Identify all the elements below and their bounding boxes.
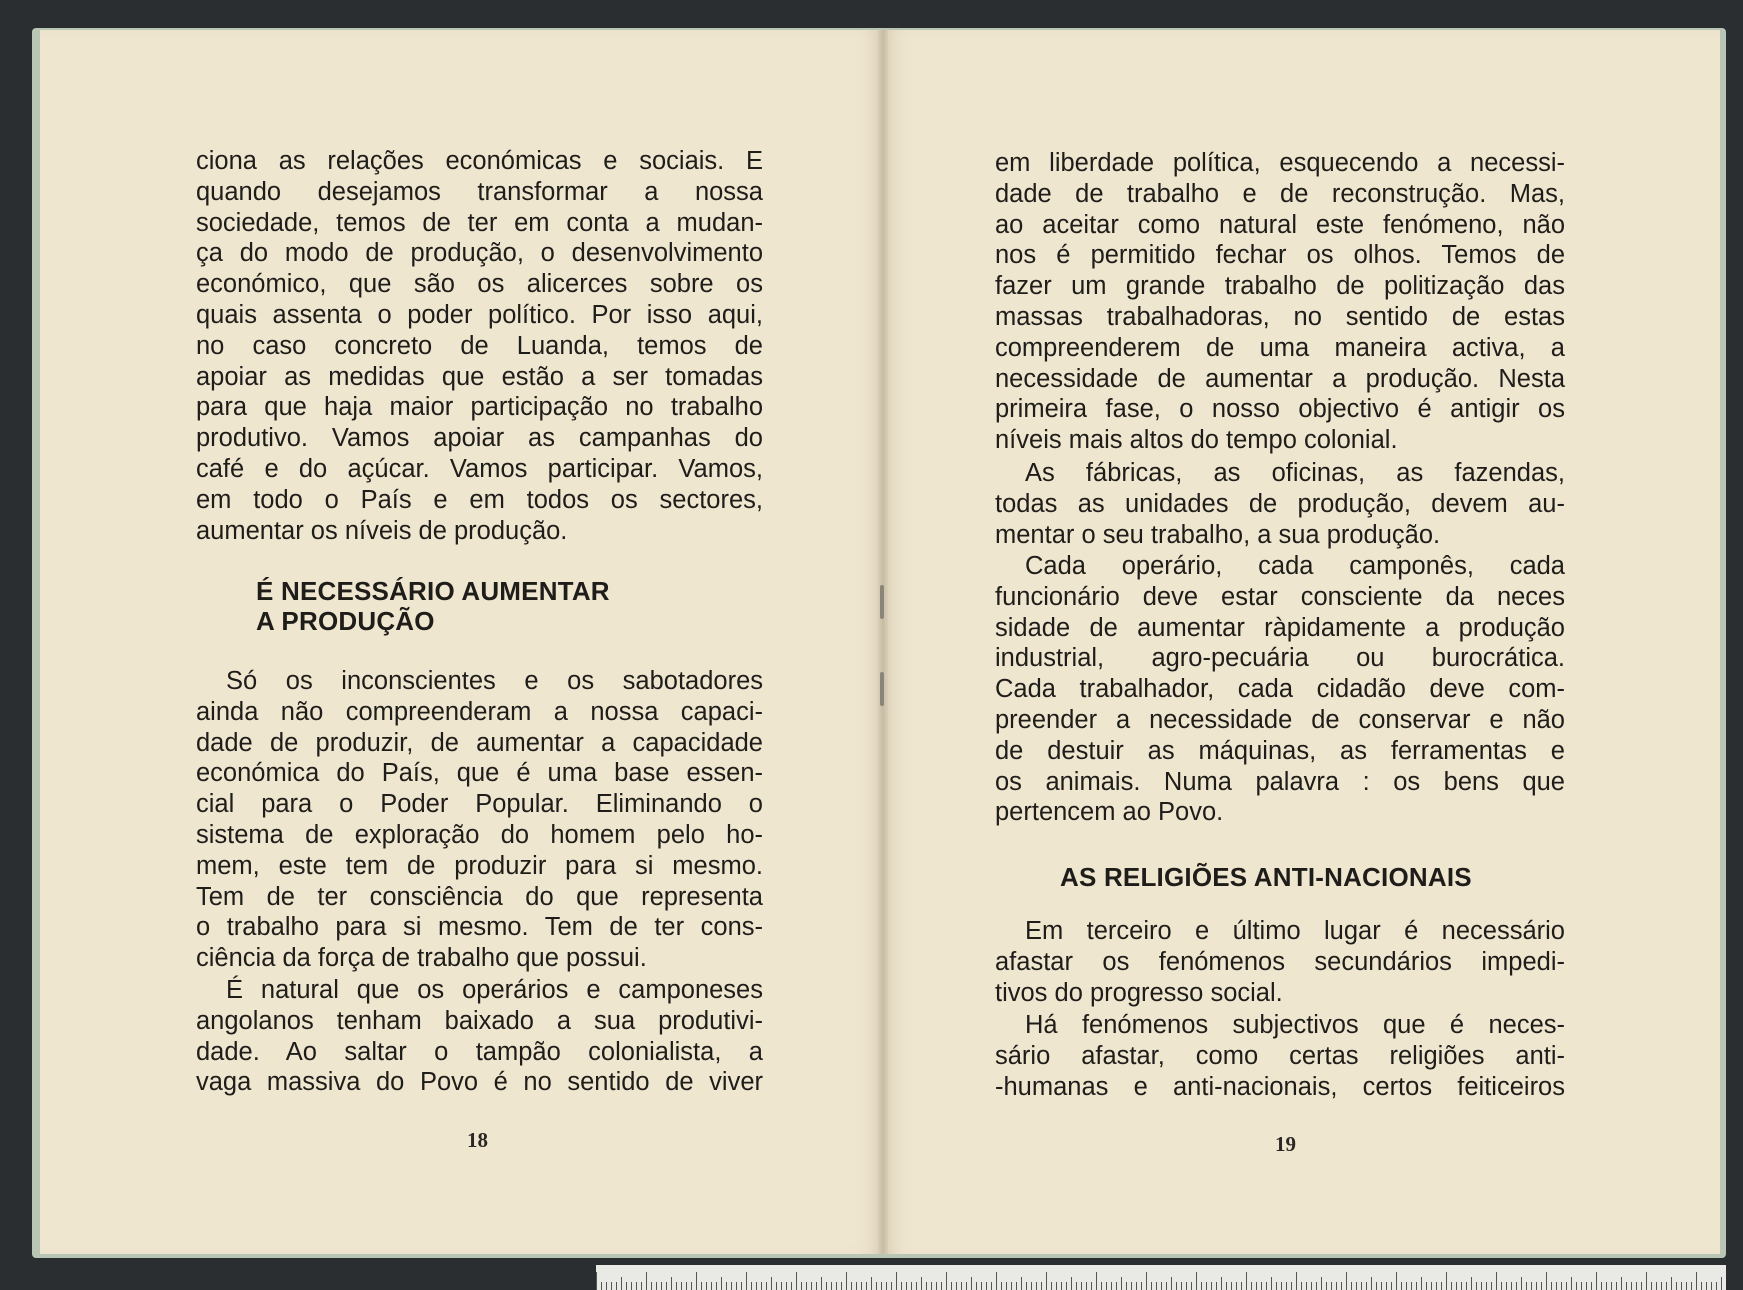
ruler-tick: [1231, 1282, 1232, 1290]
right-paragraph-4: [995, 916, 1565, 1008]
ruler-tick: [1116, 1282, 1117, 1290]
text-line: dade de produzir, de aumentar a capacidade: [196, 728, 763, 757]
left-paragraph-1: [196, 146, 763, 546]
ruler-tick: [1261, 1282, 1262, 1290]
text-line: fazer um grande trabalho de politização das: [995, 272, 1565, 301]
ruler-tick: [726, 1282, 727, 1290]
ruler-tick: [651, 1282, 652, 1290]
ruler-tick: [1256, 1282, 1257, 1290]
ruler-tick: [1441, 1282, 1442, 1290]
ruler-tick: [1386, 1282, 1387, 1290]
text-line: tivos do progresso social.: [995, 978, 1283, 1007]
ruler-tick: [986, 1282, 987, 1290]
ruler-tick: [1616, 1282, 1617, 1290]
text-line: Há fenómenos subjectivos que é neces-: [1025, 1011, 1565, 1039]
text-line: Só os inconscientes e os sabotadores: [226, 667, 763, 695]
ruler-tick: [691, 1282, 692, 1290]
ruler-tick: [1336, 1282, 1337, 1290]
right-paragraph-1: [995, 148, 1565, 456]
ruler-tick: [761, 1282, 762, 1290]
ruler-tick: [756, 1282, 757, 1290]
ruler-tick: [1546, 1272, 1547, 1290]
ruler-tick: [1121, 1277, 1122, 1290]
text-line: apoiar as medidas que estão a ser tomadas: [196, 362, 763, 391]
ruler-tick: [846, 1272, 847, 1290]
ruler-tick: [1491, 1282, 1492, 1290]
ruler-tick: [1246, 1272, 1247, 1290]
ruler-tick: [981, 1282, 982, 1290]
text-line: necessidade de aumentar a produção. Nesta: [995, 364, 1565, 393]
ruler-tick: [1381, 1282, 1382, 1290]
ruler-tick: [1471, 1277, 1472, 1290]
ruler-tick: [1181, 1282, 1182, 1290]
ruler-tick: [871, 1277, 872, 1290]
ruler-tick: [1686, 1282, 1687, 1290]
ruler-tick: [1241, 1282, 1242, 1290]
left-heading-line-2: A PRODUÇÃO: [256, 606, 435, 636]
ruler-tick: [1511, 1282, 1512, 1290]
ruler-tick: [711, 1282, 712, 1290]
ruler-tick: [1721, 1277, 1722, 1290]
ruler-tick: [1101, 1282, 1102, 1290]
ruler-tick: [1596, 1272, 1597, 1290]
ruler-tick: [896, 1272, 897, 1290]
ruler-tick: [1041, 1282, 1042, 1290]
ruler-tick: [1706, 1282, 1707, 1290]
ruler-tick: [1006, 1282, 1007, 1290]
text-line: cial para o Poder Popular. Eliminando o: [196, 790, 763, 819]
right-paragraph-2: [995, 458, 1565, 550]
ruler-tick: [1251, 1282, 1252, 1290]
ruler-tick: [1411, 1282, 1412, 1290]
text-line: Tem de ter consciência do que representa: [196, 882, 763, 911]
ruler-tick: [1066, 1282, 1067, 1290]
text-line: É natural que os operários e camponeses: [226, 976, 763, 1004]
ruler-tick: [901, 1282, 902, 1290]
text-line: ainda não compreenderam a nossa capaci-: [196, 697, 763, 726]
ruler-tick: [1426, 1282, 1427, 1290]
ruler-tick: [1161, 1282, 1162, 1290]
ruler-tick: [641, 1282, 642, 1290]
ruler-tick: [1666, 1282, 1667, 1290]
ruler-tick: [1326, 1282, 1327, 1290]
ruler-tick: [706, 1282, 707, 1290]
ruler-tick: [946, 1272, 947, 1290]
page-number-left: 18: [467, 1128, 488, 1152]
ruler-tick: [1541, 1282, 1542, 1290]
text-line: funcionário deve estar consciente da neces: [995, 582, 1565, 611]
ruler-tick: [1486, 1282, 1487, 1290]
ruler-tick: [731, 1282, 732, 1290]
page-number-right: 19: [1275, 1132, 1296, 1156]
ruler-tick: [596, 1272, 597, 1290]
ruler-tick: [716, 1282, 717, 1290]
text-line: dade. Ao saltar o tampão colonialista, a: [196, 1037, 763, 1066]
ruler-tick: [1576, 1282, 1577, 1290]
text-line: produtivo. Vamos apoiar as campanhas do: [196, 424, 763, 453]
text-line: no caso concreto de Luanda, temos de: [196, 331, 763, 360]
ruler-tick: [1526, 1282, 1527, 1290]
ruler-tick: [1476, 1282, 1477, 1290]
ruler-tick: [1141, 1282, 1142, 1290]
ruler-tick: [1016, 1282, 1017, 1290]
ruler-tick: [931, 1282, 932, 1290]
ruler-tick: [1186, 1282, 1187, 1290]
ruler-tick: [1561, 1282, 1562, 1290]
ruler-tick: [1581, 1282, 1582, 1290]
text-line: massas trabalhadoras, no sentido de estas: [995, 302, 1565, 331]
ruler-tick: [1286, 1282, 1287, 1290]
ruler-tick: [866, 1282, 867, 1290]
ruler-tick: [991, 1282, 992, 1290]
ruler-tick: [621, 1277, 622, 1290]
text-line: económico, que são os alicerces sobre os: [196, 270, 763, 299]
ruler-tick: [1176, 1282, 1177, 1290]
text-line: As fábricas, as oficinas, as fazendas,: [1025, 459, 1565, 487]
ruler-tick: [1301, 1282, 1302, 1290]
ruler-tick: [1271, 1277, 1272, 1290]
ruler-tick: [956, 1282, 957, 1290]
ruler-tick: [671, 1277, 672, 1290]
text-line: ciona as relações económicas e sociais. E: [196, 147, 763, 175]
text-line: económica do País, que é uma base essen-: [196, 759, 763, 788]
left-paragraph-2: [196, 666, 763, 974]
ruler-tick: [1376, 1282, 1377, 1290]
text-line: ça do modo de produção, o desenvolvimento: [196, 239, 763, 268]
ruler-tick: [1391, 1282, 1392, 1290]
ruler-tick: [751, 1282, 752, 1290]
ruler-tick: [1281, 1282, 1282, 1290]
right-heading: AS RELIGIÕES ANTI-NACIONAIS: [1060, 862, 1472, 892]
text-line: o trabalho para si mesmo. Tem de ter cons-: [196, 913, 763, 942]
ruler-tick: [821, 1277, 822, 1290]
ruler-tick: [701, 1282, 702, 1290]
ruler-tick: [661, 1282, 662, 1290]
ruler-tick: [1026, 1282, 1027, 1290]
ruler-tick: [1106, 1282, 1107, 1290]
text-line: pertencem ao Povo.: [995, 798, 1224, 827]
ruler-tick: [1681, 1282, 1682, 1290]
left-heading: [256, 576, 610, 636]
staple-top: [880, 585, 884, 619]
ruler-tick: [766, 1282, 767, 1290]
text-line: Cada operário, cada camponês, cada: [1025, 552, 1565, 580]
ruler-tick: [1341, 1282, 1342, 1290]
ruler-tick: [1401, 1282, 1402, 1290]
ruler-tick: [1111, 1282, 1112, 1290]
text-line: dade de trabalho e de reconstrução. Mas,: [995, 179, 1565, 208]
ruler-tick: [1131, 1282, 1132, 1290]
ruler-tick: [1171, 1277, 1172, 1290]
ruler-tick: [1571, 1277, 1572, 1290]
ruler-tick: [926, 1282, 927, 1290]
ruler-tick: [1346, 1272, 1347, 1290]
ruler-tick: [881, 1282, 882, 1290]
scale-ruler: [596, 1265, 1726, 1290]
left-paragraph-3: [196, 975, 763, 1098]
ruler-tick: [1021, 1277, 1022, 1290]
text-line: mentar o seu trabalho, a sua produção.: [995, 520, 1441, 549]
ruler-tick: [1451, 1282, 1452, 1290]
ruler-tick: [1406, 1282, 1407, 1290]
ruler-tick: [1636, 1282, 1637, 1290]
ruler-tick: [906, 1282, 907, 1290]
ruler-tick: [971, 1277, 972, 1290]
ruler-tick: [1166, 1282, 1167, 1290]
ruler-tick: [1416, 1282, 1417, 1290]
ruler-tick: [1531, 1282, 1532, 1290]
text-line: quando desejamos transformar a nossa: [196, 177, 763, 206]
ruler-tick: [851, 1282, 852, 1290]
ruler-tick: [1431, 1282, 1432, 1290]
ruler-tick: [1221, 1277, 1222, 1290]
text-line: café e do açúcar. Vamos participar. Vamos,: [196, 454, 763, 483]
ruler-tick: [666, 1282, 667, 1290]
ruler-tick: [1126, 1282, 1127, 1290]
ruler-tick: [1601, 1282, 1602, 1290]
text-line: -humanas e anti-nacionais, certos feiticeiros: [995, 1072, 1565, 1101]
text-line: de destuir as máquinas, as ferramentas e: [995, 736, 1565, 765]
text-line: angolanos tenham baixado a sua produtivi-: [196, 1006, 763, 1035]
ruler-tick: [941, 1282, 942, 1290]
ruler-tick: [1136, 1282, 1137, 1290]
ruler-tick: [1481, 1282, 1482, 1290]
text-line: nos é permitido fechar os olhos. Temos de: [995, 241, 1565, 270]
ruler-tick: [1056, 1282, 1057, 1290]
ruler-tick: [1446, 1272, 1447, 1290]
ruler-tick: [1461, 1282, 1462, 1290]
ruler-tick: [1191, 1282, 1192, 1290]
left-heading-line-1: É NECESSÁRIO AUMENTAR: [256, 576, 610, 606]
right-paragraph-5: [995, 1010, 1565, 1102]
ruler-tick: [961, 1282, 962, 1290]
ruler-tick: [831, 1282, 832, 1290]
ruler-tick: [1466, 1282, 1467, 1290]
ruler-tick: [1086, 1282, 1087, 1290]
text-line: sário afastar, como certas religiões anti-: [995, 1041, 1565, 1070]
ruler-tick: [1266, 1282, 1267, 1290]
ruler-tick: [746, 1272, 747, 1290]
ruler-tick: [786, 1282, 787, 1290]
ruler-tick: [1001, 1282, 1002, 1290]
ruler-tick: [1371, 1277, 1372, 1290]
ruler-tick: [636, 1282, 637, 1290]
ruler-tick: [1216, 1282, 1217, 1290]
ruler-tick: [771, 1277, 772, 1290]
ruler-tick: [1321, 1277, 1322, 1290]
ruler-tick: [736, 1282, 737, 1290]
ruler-tick: [606, 1282, 607, 1290]
ruler-tick: [1366, 1282, 1367, 1290]
ruler-tick: [1206, 1282, 1207, 1290]
ruler-tick: [646, 1272, 647, 1290]
ruler-tick: [1331, 1282, 1332, 1290]
text-line: aumentar os níveis de produção.: [196, 516, 568, 545]
ruler-tick: [1196, 1272, 1197, 1290]
ruler-tick: [1081, 1282, 1082, 1290]
ruler-tick: [1506, 1282, 1507, 1290]
ruler-tick: [886, 1282, 887, 1290]
ruler-tick: [861, 1282, 862, 1290]
ruler-tick: [1096, 1272, 1097, 1290]
ruler-tick: [1611, 1282, 1612, 1290]
ruler-tick: [781, 1282, 782, 1290]
ruler-tick: [916, 1282, 917, 1290]
text-line: preender a necessidade de conservar e não: [995, 705, 1565, 734]
ruler-tick: [1641, 1282, 1642, 1290]
ruler-tick: [1536, 1282, 1537, 1290]
text-line: sistema de exploração do homem pelo ho-: [196, 820, 763, 849]
ruler-tick: [816, 1282, 817, 1290]
ruler-tick: [976, 1282, 977, 1290]
ruler-tick: [1061, 1282, 1062, 1290]
ruler-tick: [1296, 1272, 1297, 1290]
ruler-tick: [836, 1282, 837, 1290]
ruler-tick: [1701, 1282, 1702, 1290]
ruler-tick: [791, 1282, 792, 1290]
ruler-tick: [1046, 1272, 1047, 1290]
ruler-tick: [921, 1277, 922, 1290]
ruler-tick: [686, 1282, 687, 1290]
ruler-tick: [1011, 1282, 1012, 1290]
ruler-tick: [1201, 1282, 1202, 1290]
ruler-tick: [796, 1272, 797, 1290]
ruler-tick: [1236, 1282, 1237, 1290]
ruler-tick: [721, 1277, 722, 1290]
ruler-tick: [951, 1282, 952, 1290]
text-line: ao aceitar como natural este fenómeno, não: [995, 210, 1565, 239]
ruler-tick: [601, 1282, 602, 1290]
ruler-tick: [1361, 1282, 1362, 1290]
ruler-tick: [1316, 1282, 1317, 1290]
text-line: em liberdade política, esquecendo a necessi-: [995, 149, 1565, 177]
ruler-tick: [1076, 1282, 1077, 1290]
ruler-tick: [656, 1282, 657, 1290]
text-line: Em terceiro e último lugar é necessário: [1025, 917, 1565, 945]
ruler-tick: [1146, 1272, 1147, 1290]
text-line: todas as unidades de produção, devem au-: [995, 489, 1565, 518]
ruler-tick: [1291, 1282, 1292, 1290]
ruler-tick: [631, 1282, 632, 1290]
text-line: sidade de aumentar ràpidamente a produção: [995, 613, 1565, 642]
text-line: primeira fase, o nosso objectivo é antigir os: [995, 395, 1565, 424]
ruler-tick: [841, 1282, 842, 1290]
ruler-tick: [1091, 1282, 1092, 1290]
ruler-tick: [1671, 1277, 1672, 1290]
ruler-tick: [1356, 1282, 1357, 1290]
text-line: para que haja maior participação no trabalho: [196, 393, 763, 422]
ruler-tick: [966, 1282, 967, 1290]
ruler-tick: [811, 1282, 812, 1290]
ruler-tick: [676, 1282, 677, 1290]
ruler-tick: [1226, 1282, 1227, 1290]
ruler-tick: [1036, 1282, 1037, 1290]
text-line: em todo o País e em todos os sectores,: [196, 485, 763, 514]
ruler-tick: [1501, 1282, 1502, 1290]
ruler-tick: [1156, 1282, 1157, 1290]
ruler-tick: [1661, 1282, 1662, 1290]
ruler-tick: [911, 1282, 912, 1290]
ruler-tick: [626, 1282, 627, 1290]
ruler-tick: [1211, 1282, 1212, 1290]
right-paragraph-3: [995, 551, 1565, 828]
ruler-tick: [1311, 1282, 1312, 1290]
text-line: sociedade, temos de ter em conta a mudan-: [196, 208, 763, 237]
ruler-tick: [936, 1282, 937, 1290]
text-line: compreenderem de uma maneira activa, a: [995, 333, 1565, 362]
ruler-tick: [1051, 1282, 1052, 1290]
ruler-tick: [1631, 1282, 1632, 1290]
ruler-tick: [1626, 1282, 1627, 1290]
text-line: os animais. Numa palavra : os bens que: [995, 767, 1565, 796]
ruler-tick: [1606, 1282, 1607, 1290]
ruler-tick: [1071, 1277, 1072, 1290]
ruler-tick: [1456, 1282, 1457, 1290]
ruler-tick: [996, 1272, 997, 1290]
ruler-tick: [1396, 1272, 1397, 1290]
ruler-tick: [806, 1282, 807, 1290]
text-line: Cada trabalhador, cada cidadão deve com-: [995, 675, 1565, 704]
ruler-tick: [776, 1282, 777, 1290]
ruler-tick: [1516, 1282, 1517, 1290]
book-gutter: [878, 30, 888, 1254]
text-line: afastar os fenómenos secundários impedi-: [995, 947, 1565, 976]
ruler-tick: [741, 1282, 742, 1290]
ruler-tick: [1676, 1282, 1677, 1290]
ruler-tick: [611, 1282, 612, 1290]
ruler-tick: [891, 1282, 892, 1290]
ruler-tick: [1031, 1282, 1032, 1290]
ruler-tick: [1351, 1282, 1352, 1290]
text-line: mem, este tem de produzir para si mesmo.: [196, 851, 763, 880]
ruler-tick: [1151, 1282, 1152, 1290]
ruler-tick: [801, 1282, 802, 1290]
ruler-tick: [1421, 1277, 1422, 1290]
ruler-tick: [1276, 1282, 1277, 1290]
text-line: ciência da força de trabalho que possui.: [196, 944, 647, 973]
ruler-tick: [1591, 1282, 1592, 1290]
staple-bottom: [880, 672, 884, 706]
ruler-tick: [1656, 1282, 1657, 1290]
ruler-tick: [1621, 1277, 1622, 1290]
ruler-tick: [616, 1282, 617, 1290]
ruler-tick: [1556, 1282, 1557, 1290]
ruler-tick: [1696, 1272, 1697, 1290]
ruler-tick: [876, 1282, 877, 1290]
ruler-tick: [1691, 1282, 1692, 1290]
ruler-tick: [1586, 1282, 1587, 1290]
ruler-tick: [1496, 1272, 1497, 1290]
ruler-tick: [1646, 1272, 1647, 1290]
text-line: vaga massiva do Povo é no sentido de viver: [196, 1068, 763, 1097]
ruler-tick: [1521, 1277, 1522, 1290]
text-line: industrial, agro-pecuária ou burocrática.: [995, 644, 1565, 673]
text-line: quais assenta o poder político. Por isso aqui,: [196, 300, 763, 329]
ruler-tick: [1566, 1282, 1567, 1290]
text-line: níveis mais altos do tempo colonial.: [995, 426, 1398, 455]
ruler-tick: [826, 1282, 827, 1290]
ruler-tick: [1551, 1282, 1552, 1290]
ruler-tick: [696, 1272, 697, 1290]
ruler-tick: [1306, 1282, 1307, 1290]
ruler-tick: [1651, 1282, 1652, 1290]
ruler-tick: [856, 1282, 857, 1290]
ruler-tick: [1716, 1282, 1717, 1290]
ruler-tick: [1436, 1282, 1437, 1290]
ruler-tick: [1711, 1282, 1712, 1290]
ruler-tick: [681, 1282, 682, 1290]
